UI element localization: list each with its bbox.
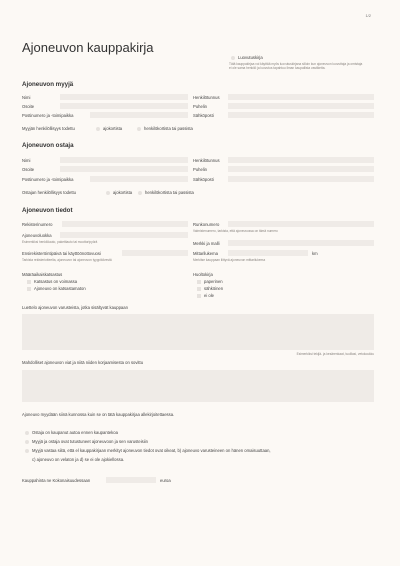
checkbox-icon[interactable] [25,431,29,435]
service-book-paper[interactable] [197,279,223,284]
buyer-postal-label: Postinumero ja -toimipaikka [22,177,74,182]
odometer-field[interactable] [228,250,308,256]
seller-id-driving-license[interactable] [96,126,122,131]
option-label: Myyjä vastaa siitä, että el kauppakirjaan merkityt ajoneuvon tiedot ovat oikeat, b) ajoneuvo varusteineen on hänen omaisuuttaan, [32,448,271,453]
inspection-label: Määräaikaiskatsastus [22,272,63,277]
option-label: ei ole [204,293,215,298]
luovutuskirja-checkbox[interactable] [231,56,235,60]
seller-email-field[interactable] [228,112,374,118]
buyer-email-label: Sähköposti [193,177,214,182]
equipment-textarea[interactable] [22,314,374,350]
vehicle-heading: Ajoneuvon tiedot [22,207,73,214]
radio-icon[interactable] [106,191,110,195]
price-unit: euroa [160,478,171,483]
service-book-none[interactable] [197,293,214,298]
seller-email-label: Sähköposti [193,113,214,118]
seller-name-label: Nimi [22,95,31,100]
checkbox-icon[interactable] [197,294,201,298]
odometer-label: Mittarilukema [193,251,218,256]
first-reg-label: Ensirekisteröintipäivä tai käyttöönottovuosi [22,251,101,256]
buyer-address-label: Osoite [22,167,35,172]
luovutuskirja-description: Tätä kauppakirjaa voi käyttää myös luovutuskirjana silloin kun ajoneuvon luovuttaja ja omistaja ei ole sama henkilö ja luovutus tapahtuu ilman kaupallista vastiketta. [229,62,363,71]
radio-icon[interactable] [137,127,141,131]
seller-postal-field[interactable] [90,112,188,118]
seller-ssn-label: Henkilötunnus [193,95,220,100]
buyer-email-field[interactable] [228,176,374,182]
page-number: 1/2 [365,13,371,18]
radio-icon[interactable] [96,127,100,131]
condition-item-3-cont: c) ajoneuvo on velaton ja d) se ei ole ajokiellossa. [32,457,125,462]
luovutuskirja-option[interactable] [231,55,263,60]
buyer-id-passport[interactable] [138,190,194,195]
service-book-digital[interactable] [197,286,223,291]
equipment-label: Luettelo ajoneuvon varusteista, jotka sisältyvät kauppaan [22,305,128,310]
condition-item-1[interactable] [25,430,118,435]
seller-postal-label: Postinumero ja -toimipaikka [22,113,74,118]
checkbox-icon[interactable] [197,287,201,291]
vin-label: Runkonumero [193,222,220,227]
inspection-valid-option[interactable] [27,279,77,284]
price-label: Kauppahinta ne Kokonaisuudessaan [22,478,91,483]
vehicle-class-hint: Esimerkiksi henkilöauto, pakettiauto tai moottoripyörä [22,240,98,244]
buyer-id-verified-label: Ostajan henkilöllisyys todettu [22,190,76,195]
reg-number-field[interactable] [62,221,188,227]
checkbox-icon[interactable] [25,449,29,453]
vin-hint: Valmistenumero, tarkista, että ajoneuvossa on tämä numero [193,229,278,233]
luovutuskirja-label: Luovutuskirja [238,55,263,60]
seller-address-label: Osoite [22,104,35,109]
seller-address-field[interactable] [60,103,188,109]
option-label: Ajoneuvo on katsastamaton [34,286,86,291]
option-label: Katsastus on voimassa [34,279,78,284]
seller-ssn-field[interactable] [228,94,374,100]
defects-textarea[interactable] [22,370,374,402]
service-book-label: Huoltokirja [193,272,213,277]
checkbox-icon[interactable] [197,280,201,284]
condition-item-3[interactable] [25,448,271,453]
option-label: Ostaja on kaupanut autoa ennen kaupantekoa [32,430,118,435]
option-label: ajokortista [113,190,133,195]
vehicle-class-field[interactable] [60,232,188,238]
seller-phone-field[interactable] [228,103,374,109]
first-reg-hint: Tarkista rekisteriotteelta, ajoneuvon tai ajoneuvon tyyppikilvestä [22,258,112,262]
condition-item-2[interactable] [25,439,148,444]
defects-label: Mahdolliset ajoneuvon viat ja niitä niiden korjaamisesta on sovittu [22,360,144,365]
first-reg-field[interactable] [122,250,188,256]
condition-intro: Ajoneuvo myydään siinä kunnossa kuin se on tätä kauppakirjaa allekirjoitettaessa. [22,412,175,417]
buyer-ssn-field[interactable] [228,157,374,163]
buyer-postal-field[interactable] [90,176,188,182]
option-label: henkilökortista tai passista [144,126,193,131]
option-label: paperinen [204,279,223,284]
radio-icon[interactable] [138,191,142,195]
equipment-hint: Esimerkiksi tekijä- ja kesärenkaat, tuulilasi, vetokoukku [296,352,374,356]
seller-phone-label: Puhelin [193,104,207,109]
buyer-name-field[interactable] [60,157,188,163]
buyer-phone-label: Puhelin [193,167,207,172]
buyer-id-driving-license[interactable] [106,190,132,195]
checkbox-icon[interactable] [27,287,31,291]
document-title: Ajoneuvon kauppakirja [22,40,154,55]
seller-heading: Ajoneuvon myyjä [22,81,74,88]
buyer-ssn-label: Henkilötunnus [193,158,220,163]
buyer-phone-field[interactable] [228,166,374,172]
option-label: henkilökortista tai passista [145,190,194,195]
buyer-name-label: Nimi [22,158,31,163]
seller-name-field[interactable] [60,94,188,100]
vehicle-class-label: Ajoneuvoluokka [22,233,52,238]
odometer-hint: Merkitse kauppaan liittyvä ajoneuvon mittarilukema [193,258,266,262]
seller-id-passport[interactable] [137,126,193,131]
km-unit: km [312,251,318,256]
buyer-address-field[interactable] [60,166,188,172]
buyer-heading: Ajoneuvon ostaja [22,142,74,149]
option-label: ajokortista [103,126,123,131]
seller-id-verified-label: Myyjän henkilöllisyys todettu [22,126,75,131]
make-model-field[interactable] [228,240,374,246]
vin-field[interactable] [228,221,374,227]
option-label: Myyjä ja ostaja ovat tutustuneet ajoneuvoon ja sen varusteisiin [32,439,148,444]
price-field[interactable] [106,477,156,483]
checkbox-icon[interactable] [25,440,29,444]
inspection-none-option[interactable] [27,286,86,291]
option-label: sähköinen [204,286,224,291]
make-model-label: Merkki ja malli [193,241,220,246]
reg-number-label: Rekisterinumero [22,222,53,227]
checkbox-icon[interactable] [27,280,31,284]
